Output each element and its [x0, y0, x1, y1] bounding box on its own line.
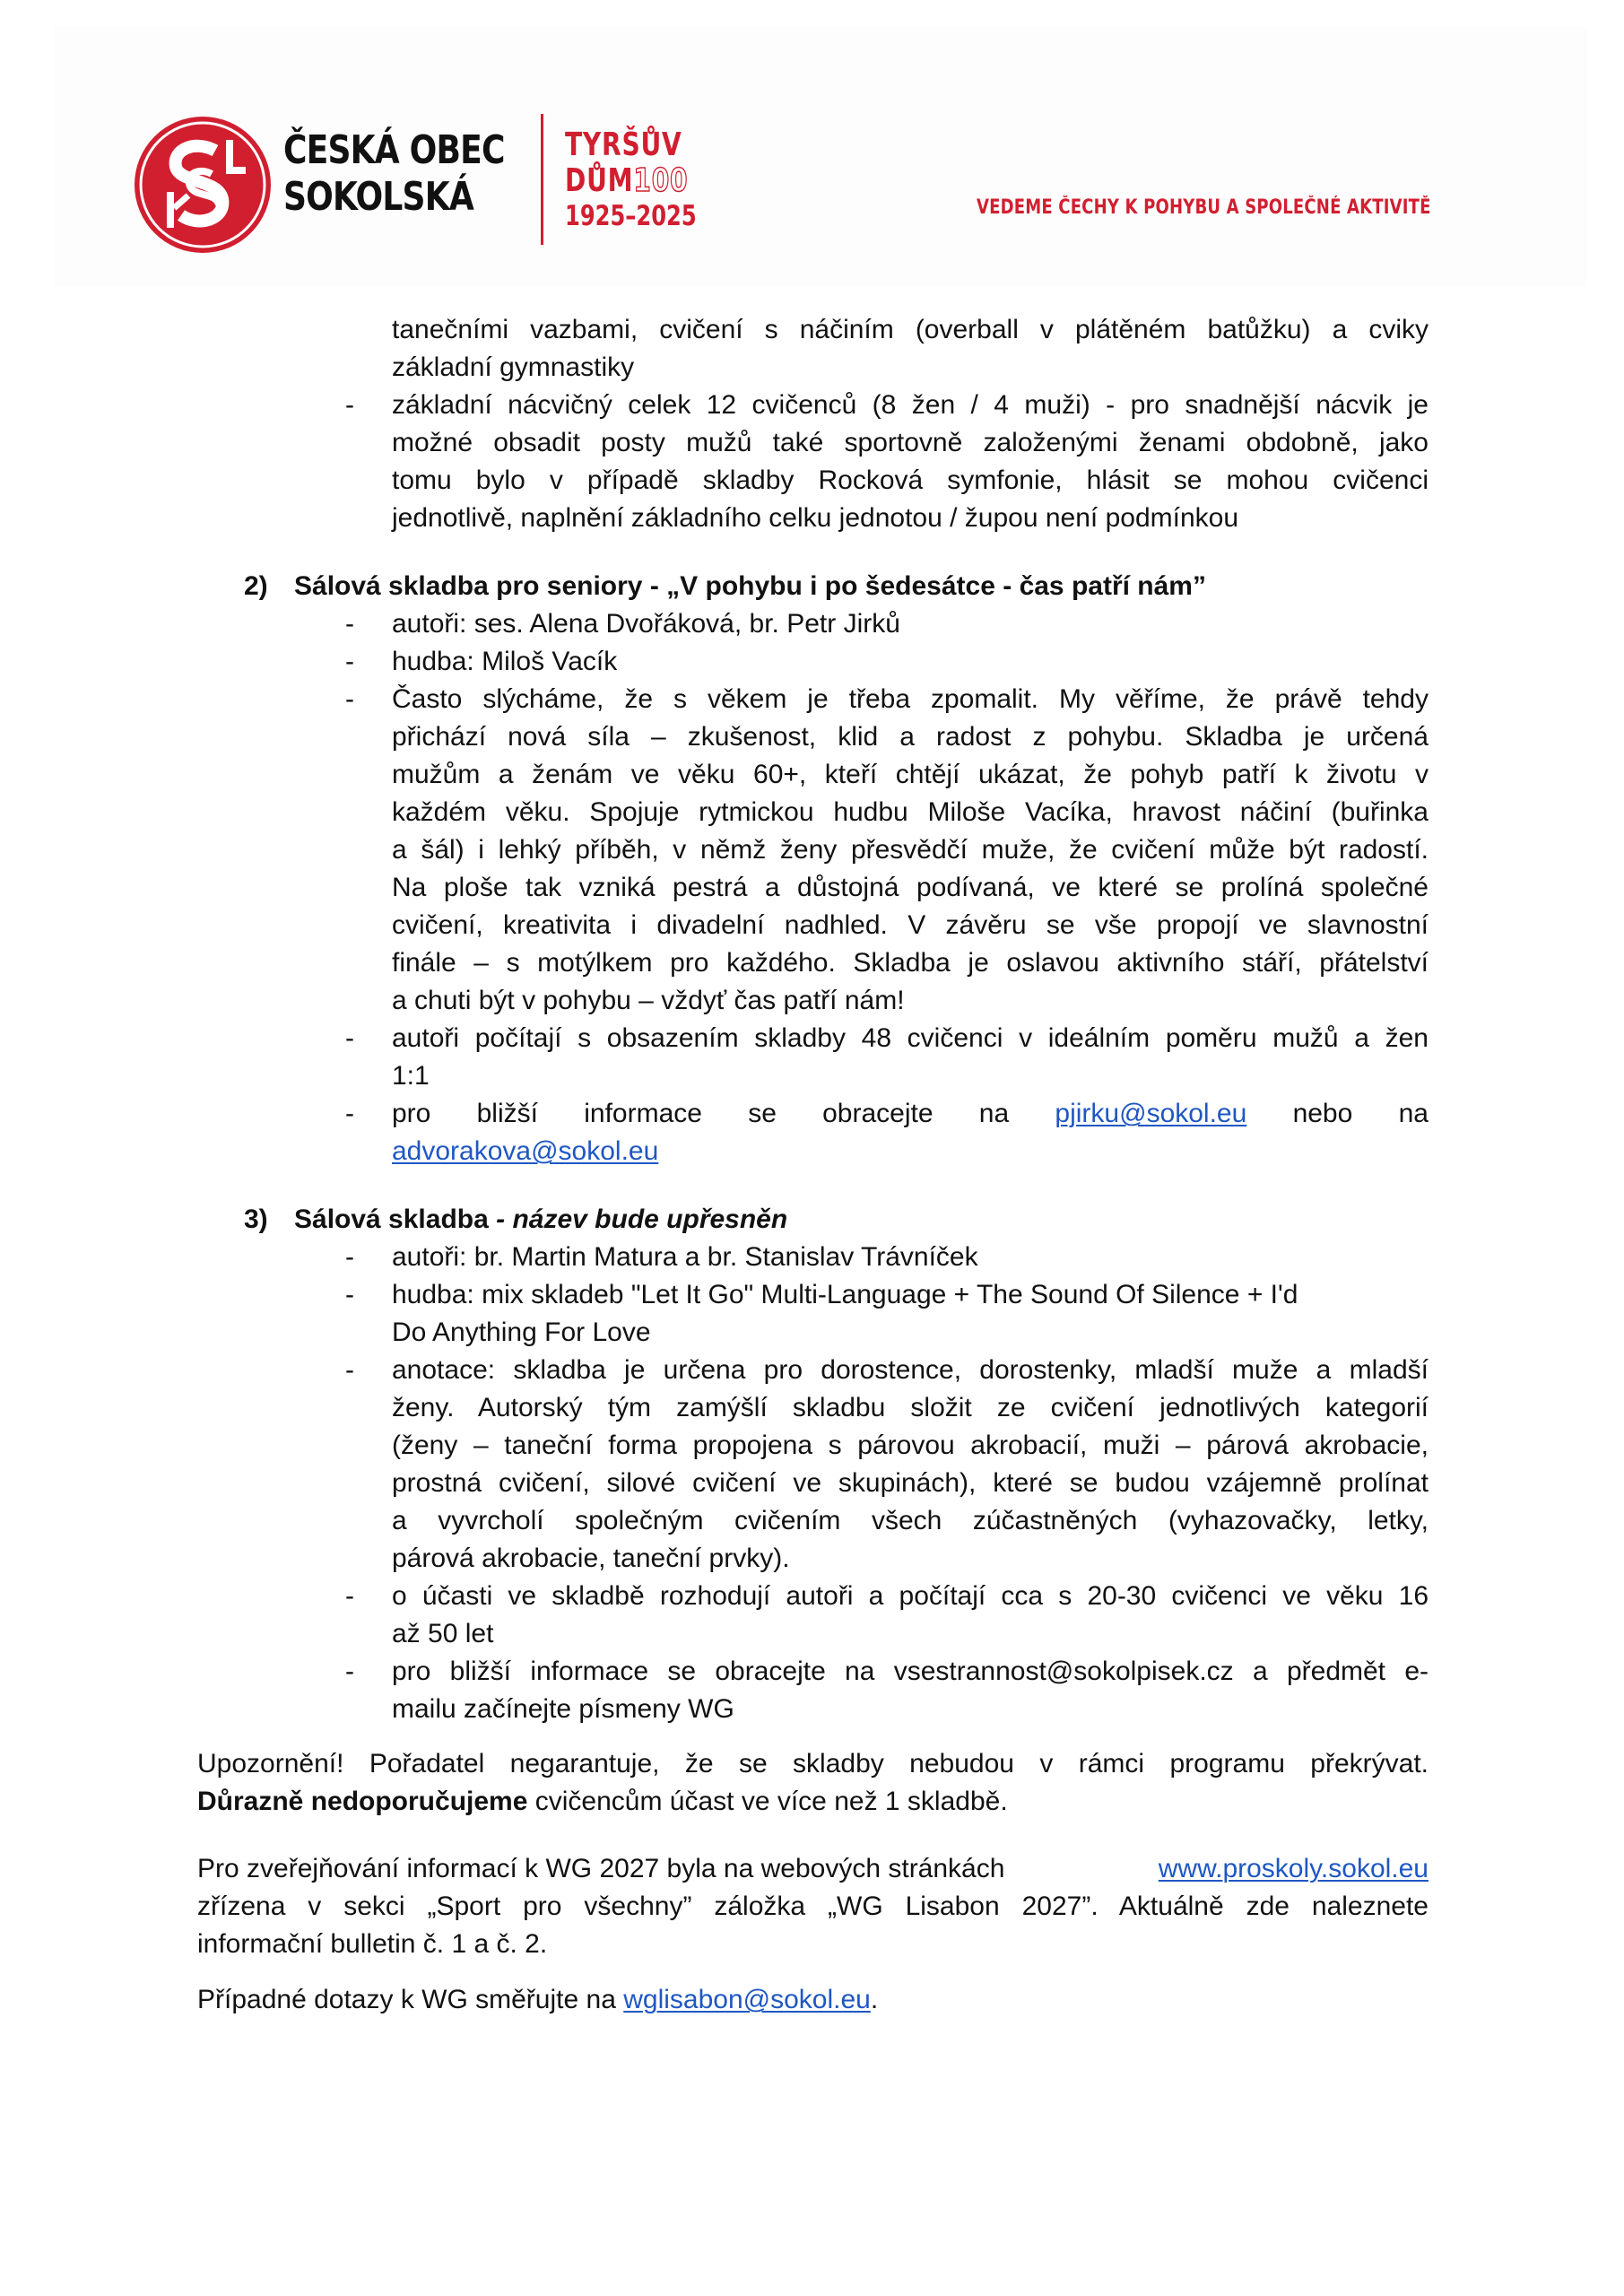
bullet-dash: - [345, 390, 354, 420]
email-link-advorakova[interactable]: advorakova@sokol.eu [392, 1136, 659, 1166]
text-line: přichází nová síla – zkušenost, klid a radost z pohybu. Skladba je určená [392, 722, 1429, 752]
bullet-dash: - [345, 1280, 354, 1309]
notice-line: Upozornění! Pořadatel negarantuje, že se skladby nebudou v rámci programu překrývat. [197, 1749, 1429, 1779]
section-title: Sálová skladba pro seniory - „V pohybu i po šedesátce - čas patří nám” [294, 571, 1206, 601]
text-line: základní nácvičný celek 12 cvičenců (8 žen / 4 muži) - pro snadnější nácvik je [392, 390, 1429, 420]
text-line: mužům a ženám ve věku 60+, kteří chtějí ukázat, že pohyb patří k životu v [392, 760, 1429, 789]
org-name [283, 127, 505, 221]
bullet-dash: - [345, 647, 354, 676]
org-name-line1: ČESKÁ OBEC [283, 127, 505, 173]
text-word: pro [392, 1099, 431, 1128]
section-title-main: Sálová skladba [294, 1205, 489, 1234]
info-line: zřízena v sekci „Sport pro všechny” záložka „WG Lisabon 2027”. Aktuálně zde naleznete [197, 1892, 1429, 1921]
email-link-wglisabon[interactable]: wglisabon@sokol.eu [623, 1985, 871, 2014]
text-line: tomu bylo v případě skladby Rocková symfonie, hlásit se mohou cvičenci [392, 465, 1429, 495]
text-line: (ženy – taneční forma propojena s párovou akrobacií, muži – párová akrobacie, [392, 1431, 1429, 1460]
bullet-dash: - [345, 1023, 354, 1053]
header-divider [541, 114, 543, 245]
text-line: ženy. Autorský tým zamýšlí skladbu složit ze cvičení jednotlivých kategorií [392, 1393, 1429, 1422]
bullet-dash: - [345, 1355, 354, 1385]
questions-line [197, 1981, 878, 2019]
sokol-logo-icon [133, 115, 273, 255]
text-line: možné obsadit posty mužů také sportovně založenými ženami obdobně, jako [392, 428, 1429, 457]
section-title [294, 1201, 787, 1239]
section-music: hudba: mix skladeb "Let It Go" Multi-Language + The Sound Of Silence + I'd [392, 1280, 1298, 1309]
text-word: informace [584, 1099, 702, 1128]
website-link[interactable]: www.proskoly.sokol.eu [1158, 1854, 1429, 1883]
text-line: Na ploše tak vzniká pestrá a důstojná podívaná, ve které se prolíná společné [392, 873, 1429, 902]
questions-end: . [870, 1985, 879, 2014]
contact-line [392, 1095, 1429, 1133]
section-number: 2) [244, 571, 268, 601]
text-line: základní gymnastiky [392, 352, 635, 382]
letterhead [54, 27, 1587, 287]
text-line: autoři počítají s obsazením skladby 48 cvičenci v ideálním poměru mužů a žen [392, 1023, 1429, 1053]
text-word: bližší [476, 1099, 538, 1128]
anniversary-word: DŮM [565, 162, 634, 199]
info-line [197, 1850, 1429, 1888]
text-line: pro bližší informace se obracejte na vsestrannost@sokolpisek.cz a předmět e- [392, 1657, 1429, 1686]
section-authors: autoři: ses. Alena Dvořáková, br. Petr Jirků [392, 609, 900, 639]
text-word: nebo [1292, 1099, 1353, 1128]
anniversary-line2 [565, 163, 697, 199]
bullet-dash: - [345, 609, 354, 639]
section-music: hudba: Miloš Vacík [392, 647, 618, 676]
email-link-pjirku[interactable]: pjirku@sokol.eu [1055, 1099, 1247, 1128]
text-line: každém věku. Spojuje rytmickou hudbu Miloše Vacíka, hravost náčiní (buřinka [392, 797, 1429, 827]
text-line: o účasti ve skladbě rozhodují autoři a počítají cca s 20-30 cvičenci ve věku 16 [392, 1581, 1429, 1611]
text-line: a chuti být v pohybu – vždyť čas patří nám! [392, 986, 905, 1015]
text-line: cvičení, kreativita i divadelní nadhled. V závěru se vše propojí ve slavnostní [392, 910, 1429, 940]
contact-line [392, 1133, 658, 1170]
notice-text: cvičencům účast ve více než 1 skladbě. [527, 1787, 1008, 1816]
text-line: jednotlivě, naplnění základního celku jednotou / župou není podmínkou [392, 503, 1239, 533]
text-line: mailu začínejte písmeny WG [392, 1694, 734, 1724]
text-line: finále – s motýlkem pro každého. Skladba je oslavou aktivního stáří, přátelství [392, 948, 1429, 978]
bullet-dash: - [345, 1657, 354, 1686]
text-word: na [1398, 1099, 1429, 1128]
anniversary-number: 100 [633, 162, 689, 199]
anniversary-line1: TYRŠŮV [565, 126, 682, 163]
anniversary-years: 1925–2025 [565, 200, 697, 232]
text-word: se [748, 1099, 777, 1128]
section-title-note: - název bude upřesněn [488, 1205, 788, 1234]
section-number: 3) [244, 1205, 268, 1234]
section-music: Do Anything For Love [392, 1318, 651, 1347]
info-text: Pro zveřejňování informací k WG 2027 byla na webových stránkách [197, 1854, 1005, 1883]
info-line: informační bulletin č. 1 a č. 2. [197, 1929, 548, 1959]
text-line: až 50 let [392, 1619, 494, 1648]
text-line: prostná cvičení, silové cvičení ve skupinách), které se budou vzájemně prolínat [392, 1468, 1429, 1498]
anniversary-mark [565, 127, 697, 233]
bullet-dash: - [345, 1581, 354, 1611]
org-name-line2: SOKOLSKÁ [283, 174, 473, 220]
bullet-dash: - [345, 684, 354, 714]
text-line: 1:1 [392, 1061, 430, 1091]
notice-emphasis: Důrazně nedoporučujeme [197, 1787, 528, 1816]
text-line: a vyvrcholí společným cvičením všech zúčastněných (vyhazovačky, letky, [392, 1506, 1429, 1535]
text-line: a šál) i lehký příběh, v němž ženy přesvědčí muže, že cvičení může být radostí. [392, 835, 1429, 865]
text-line: Často slýcháme, že s věkem je třeba zpomalit. My věříme, že právě tehdy [392, 684, 1429, 714]
section-authors: autoři: br. Martin Matura a br. Stanislav Trávníček [392, 1242, 978, 1272]
text-word: obracejte [822, 1099, 934, 1128]
text-line: anotace: skladba je určena pro dorostence, dorostenky, mladší muže a mladší [392, 1355, 1429, 1385]
questions-text: Případné dotazy k WG směřujte na [197, 1985, 624, 2014]
header-slogan: VEDEME ČECHY K POHYBU A SPOLEČNÉ AKTIVITĚ [977, 196, 1431, 219]
bullet-dash: - [345, 1242, 354, 1272]
text-line: párová akrobacie, taneční prvky). [392, 1544, 790, 1573]
text-line: tanečními vazbami, cvičení s náčiním (overball v plátěném batůžku) a cviky [392, 315, 1429, 344]
bullet-dash: - [345, 1099, 354, 1128]
notice-line [197, 1783, 1008, 1821]
text-word: na [978, 1099, 1010, 1128]
